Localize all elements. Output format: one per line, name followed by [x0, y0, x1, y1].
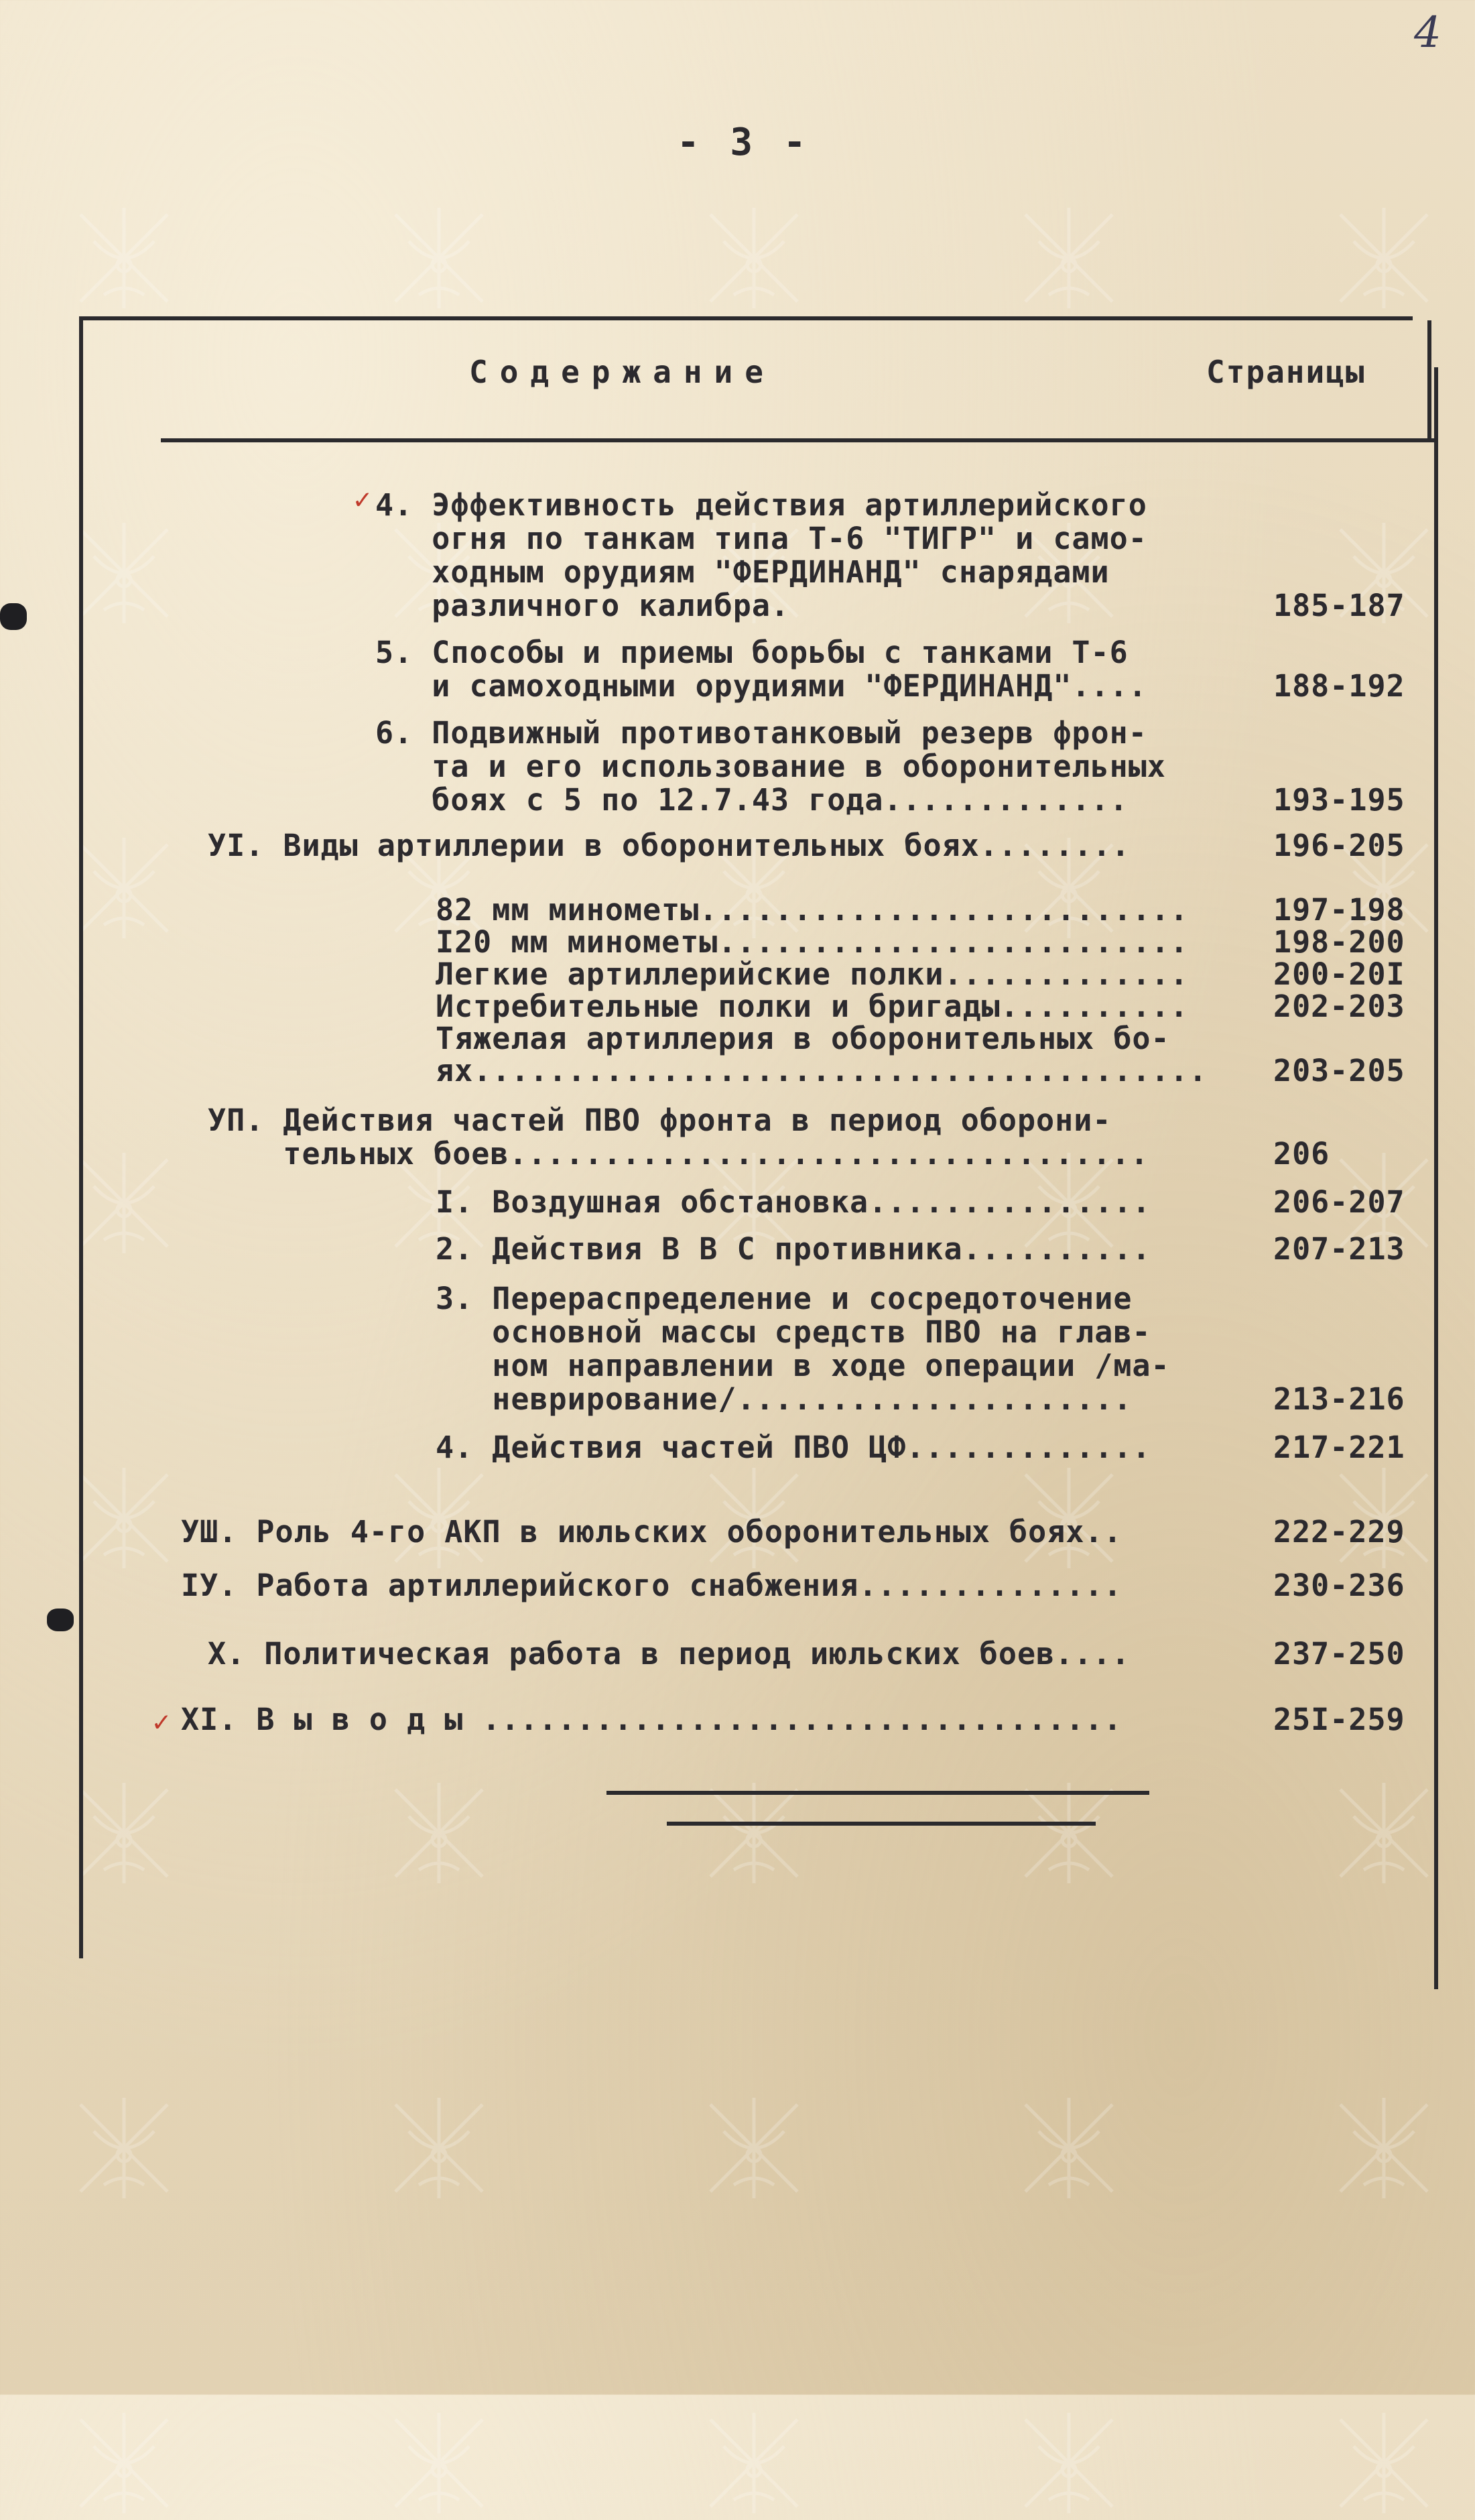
toc-pages: 202-203 — [1273, 989, 1405, 1024]
toc-line: I. Воздушная обстановка............... — [436, 1184, 1151, 1220]
toc-line: ходным орудиям "ФЕРДИНАНД" снарядами — [375, 554, 1110, 590]
archive-sheet-number: 4 — [1414, 8, 1441, 58]
toc-pages: 185-187 — [1273, 588, 1405, 623]
toc-line: различного калибра. — [375, 588, 790, 623]
toc-pages: 207-213 — [1273, 1231, 1405, 1267]
watermark-emblem-icon — [67, 1461, 181, 1575]
toc-line: основной массы средств ПВО на глав- — [436, 1314, 1151, 1350]
watermark-emblem-icon — [382, 2091, 496, 2205]
toc-pages: 200-20I — [1273, 956, 1405, 992]
watermark-emblem-icon — [697, 201, 811, 315]
watermark-emblem-icon — [382, 1776, 496, 1890]
red-check-mark-icon: ✓ — [153, 1705, 170, 1738]
toc-pages: 206 — [1273, 1136, 1330, 1172]
page-number: - 3 - — [677, 121, 810, 164]
watermark-emblem-icon — [382, 201, 496, 315]
watermark-emblem-icon — [67, 1776, 181, 1890]
watermark-emblem-icon — [1327, 1776, 1441, 1890]
watermark-emblem-icon — [1012, 2406, 1126, 2520]
red-check-mark-icon: ✓ — [354, 483, 371, 515]
toc-line: Тяжелая артиллерия в оборонительных бо- — [436, 1021, 1170, 1056]
watermark-emblem-icon — [67, 2091, 181, 2205]
ink-blot — [0, 603, 27, 630]
toc-line: ном направлении в ходе операции /ма- — [436, 1348, 1170, 1383]
toc-line: Легкие артиллерийские полки............. — [436, 956, 1189, 992]
watermark-emblem-icon — [1012, 2091, 1126, 2205]
pages-heading: Страницы — [1206, 354, 1366, 390]
toc-line: 4. Действия частей ПВО ЦФ............. — [436, 1430, 1151, 1465]
frame-header-right-border — [1427, 320, 1431, 441]
toc-section: УI. Виды артиллерии в оборонительных боях........ — [208, 828, 1131, 863]
toc-pages: 213-216 — [1273, 1381, 1405, 1417]
toc-line: и самоходными орудиями "ФЕРДИНАНД".... — [375, 668, 1147, 704]
toc-line: ях....................................... — [436, 1053, 1208, 1088]
toc-line: I20 мм минометы......................... — [436, 924, 1189, 960]
watermark-emblem-icon — [1327, 201, 1441, 315]
watermark-emblem-icon — [1327, 2406, 1441, 2520]
toc-pages: 206-207 — [1273, 1184, 1405, 1220]
watermark-emblem-icon — [382, 2406, 496, 2520]
toc-line: Истребительные полки и бригады.......... — [436, 989, 1189, 1024]
frame-top-border — [79, 316, 1413, 320]
toc-section: X. Политическая работа в период июльских боев.... — [208, 1636, 1131, 1672]
header-rule — [161, 438, 1434, 442]
end-rule — [606, 1791, 1149, 1795]
toc-line: 6. Подвижный противотанковый резерв фрон- — [375, 715, 1147, 751]
toc-pages: 193-195 — [1273, 782, 1405, 818]
toc-pages: 230-236 — [1273, 1568, 1405, 1603]
ink-blot — [47, 1609, 74, 1631]
toc-line: 4. Эффективность действия артиллерийского — [375, 487, 1147, 523]
contents-heading: Содержание — [469, 354, 775, 390]
toc-section: IУ. Работа артиллерийского снабжения.............. — [181, 1568, 1123, 1603]
watermark-emblem-icon — [67, 201, 181, 315]
toc-section: УШ. Роль 4-го АКП в июльских оборонительных боях.. — [181, 1514, 1123, 1550]
toc-pages: 197-198 — [1273, 892, 1405, 928]
end-rule — [667, 1822, 1096, 1826]
toc-pages: 198-200 — [1273, 924, 1405, 960]
toc-line: 82 мм минометы.......................... — [436, 892, 1189, 928]
watermark-emblem-icon — [67, 1146, 181, 1260]
watermark-emblem-icon — [67, 516, 181, 630]
toc-line: 5. Способы и приемы борьбы с танками Т-6 — [375, 635, 1129, 670]
toc-line: огня по танкам типа Т-6 "ТИГР" и само- — [375, 521, 1147, 556]
watermark-emblem-icon — [697, 2091, 811, 2205]
toc-pages: 222-229 — [1273, 1514, 1405, 1550]
toc-pages: 188-192 — [1273, 668, 1405, 704]
toc-pages: 203-205 — [1273, 1053, 1405, 1088]
toc-pages: 237-250 — [1273, 1636, 1405, 1672]
watermark-emblem-icon — [697, 2406, 811, 2520]
toc-section: УП. Действия частей ПВО фронта в период оборони- — [208, 1102, 1112, 1138]
watermark-emblem-icon — [67, 2406, 181, 2520]
frame-left-border — [79, 316, 83, 1958]
toc-pages: 196-205 — [1273, 828, 1405, 863]
toc-line: та и его использование в оборонительных — [375, 749, 1166, 784]
toc-section: тельных боев.................................. — [208, 1136, 1149, 1172]
watermark-emblem-icon — [1327, 2091, 1441, 2205]
toc-pages: 217-221 — [1273, 1430, 1405, 1465]
frame-right-border — [1434, 367, 1438, 1989]
toc-line: боях с 5 по 12.7.43 года............. — [375, 782, 1129, 818]
toc-line: 2. Действия В В С противника.......... — [436, 1231, 1151, 1267]
watermark-emblem-icon — [1012, 201, 1126, 315]
toc-section: XI. В ы в о д ы .................................. — [181, 1702, 1123, 1737]
watermark-emblem-icon — [67, 831, 181, 945]
toc-line: 3. Перераспределение и сосредоточение — [436, 1281, 1133, 1316]
toc-line: неврирование/..................... — [436, 1381, 1133, 1417]
toc-pages: 25I-259 — [1273, 1702, 1405, 1737]
